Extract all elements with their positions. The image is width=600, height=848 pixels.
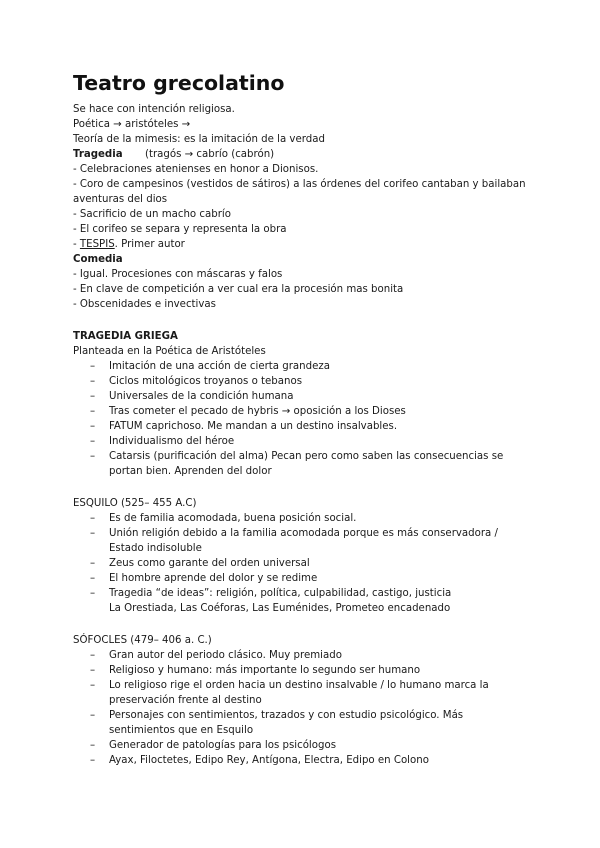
list-item: – Catarsis (purificación del alma) Pecan pero como saben las consecuencias se portan bien. Aprenden del dolor <box>90 451 504 477</box>
list-item: – Ciclos mitológicos troyanos o tebanos <box>90 376 303 387</box>
list-item: – Tragedia “de ideas”: religión, política, culpabilidad, castigo, justicia La Orestiada, Las Coéforas, Las Euménides, Prometeo encadenado <box>73 586 573 616</box>
list-item: – Generador de patologías para los psicólogos <box>90 740 337 751</box>
tragedia-griega-list <box>73 359 573 479</box>
list-item: – Universales de la condición humana <box>90 391 294 402</box>
list-item: – Ayax, Filoctetes, Edipo Rey, Antígona, Electra, Edipo en Colono <box>90 755 429 766</box>
intro-section <box>73 102 573 312</box>
list-item: – Religioso y humano: más importante lo segundo ser humano <box>90 665 421 676</box>
list-item: – Zeus como garante del orden universal <box>90 558 310 569</box>
page-title: Teatro grecolatino <box>73 71 285 95</box>
intro-line: Poética → aristóteles → <box>73 119 191 130</box>
esquilo-works: La Orestiada, Las Coéforas, Las Euménides, Prometeo encadenado <box>109 603 451 614</box>
list-item: - El corifeo se separa y representa la obra <box>73 224 287 235</box>
tespis-suffix: . Primer autor <box>114 239 185 250</box>
tragedia-label: Tragedia <box>73 149 123 160</box>
list-item: – Es de familia acomodada, buena posición social. <box>90 513 357 524</box>
sofocles-section <box>73 633 573 768</box>
comedia-label: Comedia <box>73 254 123 265</box>
section-heading: ESQUILO (525– 455 A.C) <box>73 498 197 509</box>
list-item: - Igual. Procesiones con máscaras y falos <box>73 269 283 280</box>
list-item: – Lo religioso rige el orden hacia un destino insalvable / lo humano marca la preservación frente al destino <box>90 680 489 706</box>
list-item: - Celebraciones atenienses en honor a Dionisos. <box>73 164 319 175</box>
list-item: – Gran autor del periodo clásico. Muy premiado <box>90 650 342 661</box>
section-heading: SÓFOCLES (479– 406 a. C.) <box>73 635 212 646</box>
tragedia-definition: (tragós → cabrío (cabrón) <box>145 149 275 160</box>
list-item: – Individualismo del héroe <box>90 436 235 447</box>
list-item: - Obscenidades e invectivas <box>73 299 216 310</box>
section-subtitle: Planteada en la Poética de Aristóteles <box>73 346 266 357</box>
list-item: – El hombre aprende del dolor y se redime <box>90 573 318 584</box>
tragedia-griega-section <box>73 329 573 479</box>
esquilo-section <box>73 496 573 616</box>
list-item: - En clave de competición a ver cual era la procesión mas bonita <box>73 284 404 295</box>
sofocles-list <box>73 648 573 768</box>
list-item: – FATUM caprichoso. Me mandan a un destino insalvables. <box>90 421 398 432</box>
list-item: aventuras del dios <box>73 194 168 205</box>
list-item: – Unión religión debido a la familia acomodada porque es más conservadora / Estado indisoluble <box>90 528 498 554</box>
document-page <box>73 70 573 768</box>
section-heading: TRAGEDIA GRIEGA <box>73 331 178 342</box>
tespis-prefix: - <box>73 239 80 250</box>
list-item: - Coro de campesinos (vestidos de sátiros) a las órdenes del corifeo cantaban y bailaban <box>73 179 526 190</box>
intro-line: Teoría de la mimesis: es la imitación de la verdad <box>73 134 325 145</box>
tragedia-line <box>73 147 573 162</box>
tespis-line <box>73 237 573 252</box>
intro-line: Se hace con intención religiosa. <box>73 104 235 115</box>
list-item: – Imitación de una acción de cierta grandeza <box>90 361 330 372</box>
list-item: - Sacrificio de un macho cabrío <box>73 209 231 220</box>
list-item: – Tras cometer el pecado de hybris → oposición a los Dioses <box>90 406 406 417</box>
esquilo-list <box>73 511 573 616</box>
list-item: – Personajes con sentimientos, trazados y con estudio psicológico. Más sentimientos que en Esquilo <box>90 710 464 736</box>
tespis-link[interactable]: TESPIS <box>79 239 115 250</box>
